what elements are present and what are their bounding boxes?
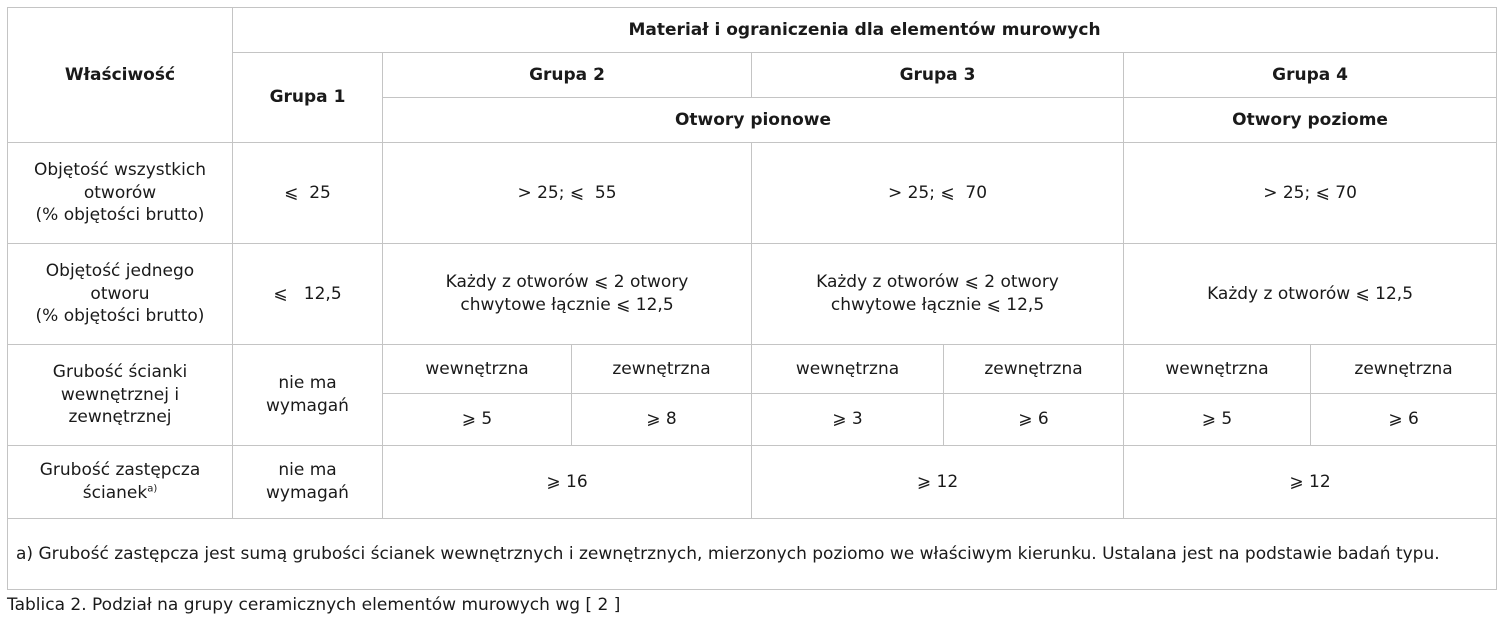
label-line: Objętość jednego: [45, 260, 195, 281]
cell-line: nie ma: [278, 373, 337, 394]
cell-g4: > 25; ⩽ 70: [1124, 143, 1497, 244]
cell-g3-outer-label: zewnętrzna: [944, 345, 1124, 394]
label-line: zewnętrznej: [68, 407, 172, 428]
footnote-marker: a): [147, 483, 158, 495]
header-group-3: Grupa 3: [752, 53, 1124, 98]
label-line: Grubość ścianki: [52, 361, 188, 382]
cell-g4: ⩾ 12: [1124, 446, 1497, 519]
table-caption: Tablica 2. Podział na grupy ceramicznych elementów murowych wg [ 2 ]: [7, 595, 621, 615]
groups-table: [7, 7, 1497, 590]
cell-g2: > 25; ⩽ 55: [383, 143, 752, 244]
cell-g2-inner-label: wewnętrzna: [383, 345, 572, 394]
label-line: (% objętości brutto): [35, 306, 205, 327]
cell-g3-inner-label: wewnętrzna: [752, 345, 944, 394]
cell-line: chwytowe łącznie ⩽ 12,5: [460, 295, 674, 315]
cell-g3: > 25; ⩽ 70: [752, 143, 1124, 244]
table-row: [8, 345, 1497, 394]
header-vertical-holes: Otwory pionowe: [383, 98, 1124, 143]
cell-g4-outer-label: zewnętrzna: [1311, 345, 1497, 394]
cell-line: wymagań: [266, 396, 349, 416]
header-group-1: Grupa 1: [233, 53, 383, 143]
cell-g3: ⩾ 12: [752, 446, 1124, 519]
cell-g1: [233, 345, 383, 446]
header-materials: Materiał i ograniczenia dla elementów murowych: [233, 8, 1497, 53]
cell-g2-inner: ⩾ 5: [383, 394, 572, 446]
header-property: Właściwość: [8, 8, 233, 143]
row-label-single-volume: [8, 244, 233, 345]
footnote: a) Grubość zastępcza jest sumą grubości ścianek wewnętrznych i zewnętrznych, mierzonych poziomo we właściwym kierunku. Ustalana jest na podstawie badań typu.: [8, 519, 1497, 590]
cell-line: wymagań: [266, 483, 349, 503]
cell-g2-outer-label: zewnętrzna: [572, 345, 752, 394]
label-line: wewnętrznej i: [60, 384, 180, 405]
label-text: ścianek: [82, 483, 148, 503]
cell-line: Każdy z otworów ⩽ 2 otwory: [816, 272, 1059, 293]
row-label-total-volume: [8, 143, 233, 244]
label-line: Grubość zastępcza: [39, 460, 201, 481]
label-line: (% objętości brutto): [35, 205, 205, 226]
cell-g4-inner: ⩾ 5: [1124, 394, 1311, 446]
row-label-equivalent: [8, 446, 233, 519]
cell-g4-inner-label: wewnętrzna: [1124, 345, 1311, 394]
cell-g4: Każdy z otworów ⩽ 12,5: [1124, 244, 1497, 345]
cell-g2: ⩾ 16: [383, 446, 752, 519]
header-horizontal-holes: Otwory poziome: [1124, 98, 1497, 143]
label-line: otworu: [90, 283, 150, 304]
label-line: otworów: [83, 182, 157, 203]
cell-g2: [383, 244, 752, 345]
cell-g1: [233, 446, 383, 519]
table-row: [8, 244, 1497, 345]
cell-g3-inner: ⩾ 3: [752, 394, 944, 446]
cell-g3-outer: ⩾ 6: [944, 394, 1124, 446]
header-group-4: Grupa 4: [1124, 53, 1497, 98]
cell-line: Każdy z otworów ⩽ 2 otwory: [445, 272, 689, 293]
label-line: [14, 482, 226, 505]
label-line: Objętość wszystkich: [34, 159, 206, 180]
cell-g3: [752, 244, 1124, 345]
cell-g4-outer: ⩾ 6: [1311, 394, 1497, 446]
row-label-wall-thickness: [8, 345, 233, 446]
cell-line: nie ma: [278, 460, 337, 481]
cell-g2-outer: ⩾ 8: [572, 394, 752, 446]
cell-g1: ⩽ 12,5: [233, 244, 383, 345]
table-row: [8, 143, 1497, 244]
cell-line: chwytowe łącznie ⩽ 12,5: [830, 295, 1045, 315]
header-group-2: Grupa 2: [383, 53, 752, 98]
table-row: [8, 446, 1497, 519]
cell-g1: ⩽ 25: [233, 143, 383, 244]
table-row: [8, 519, 1497, 590]
